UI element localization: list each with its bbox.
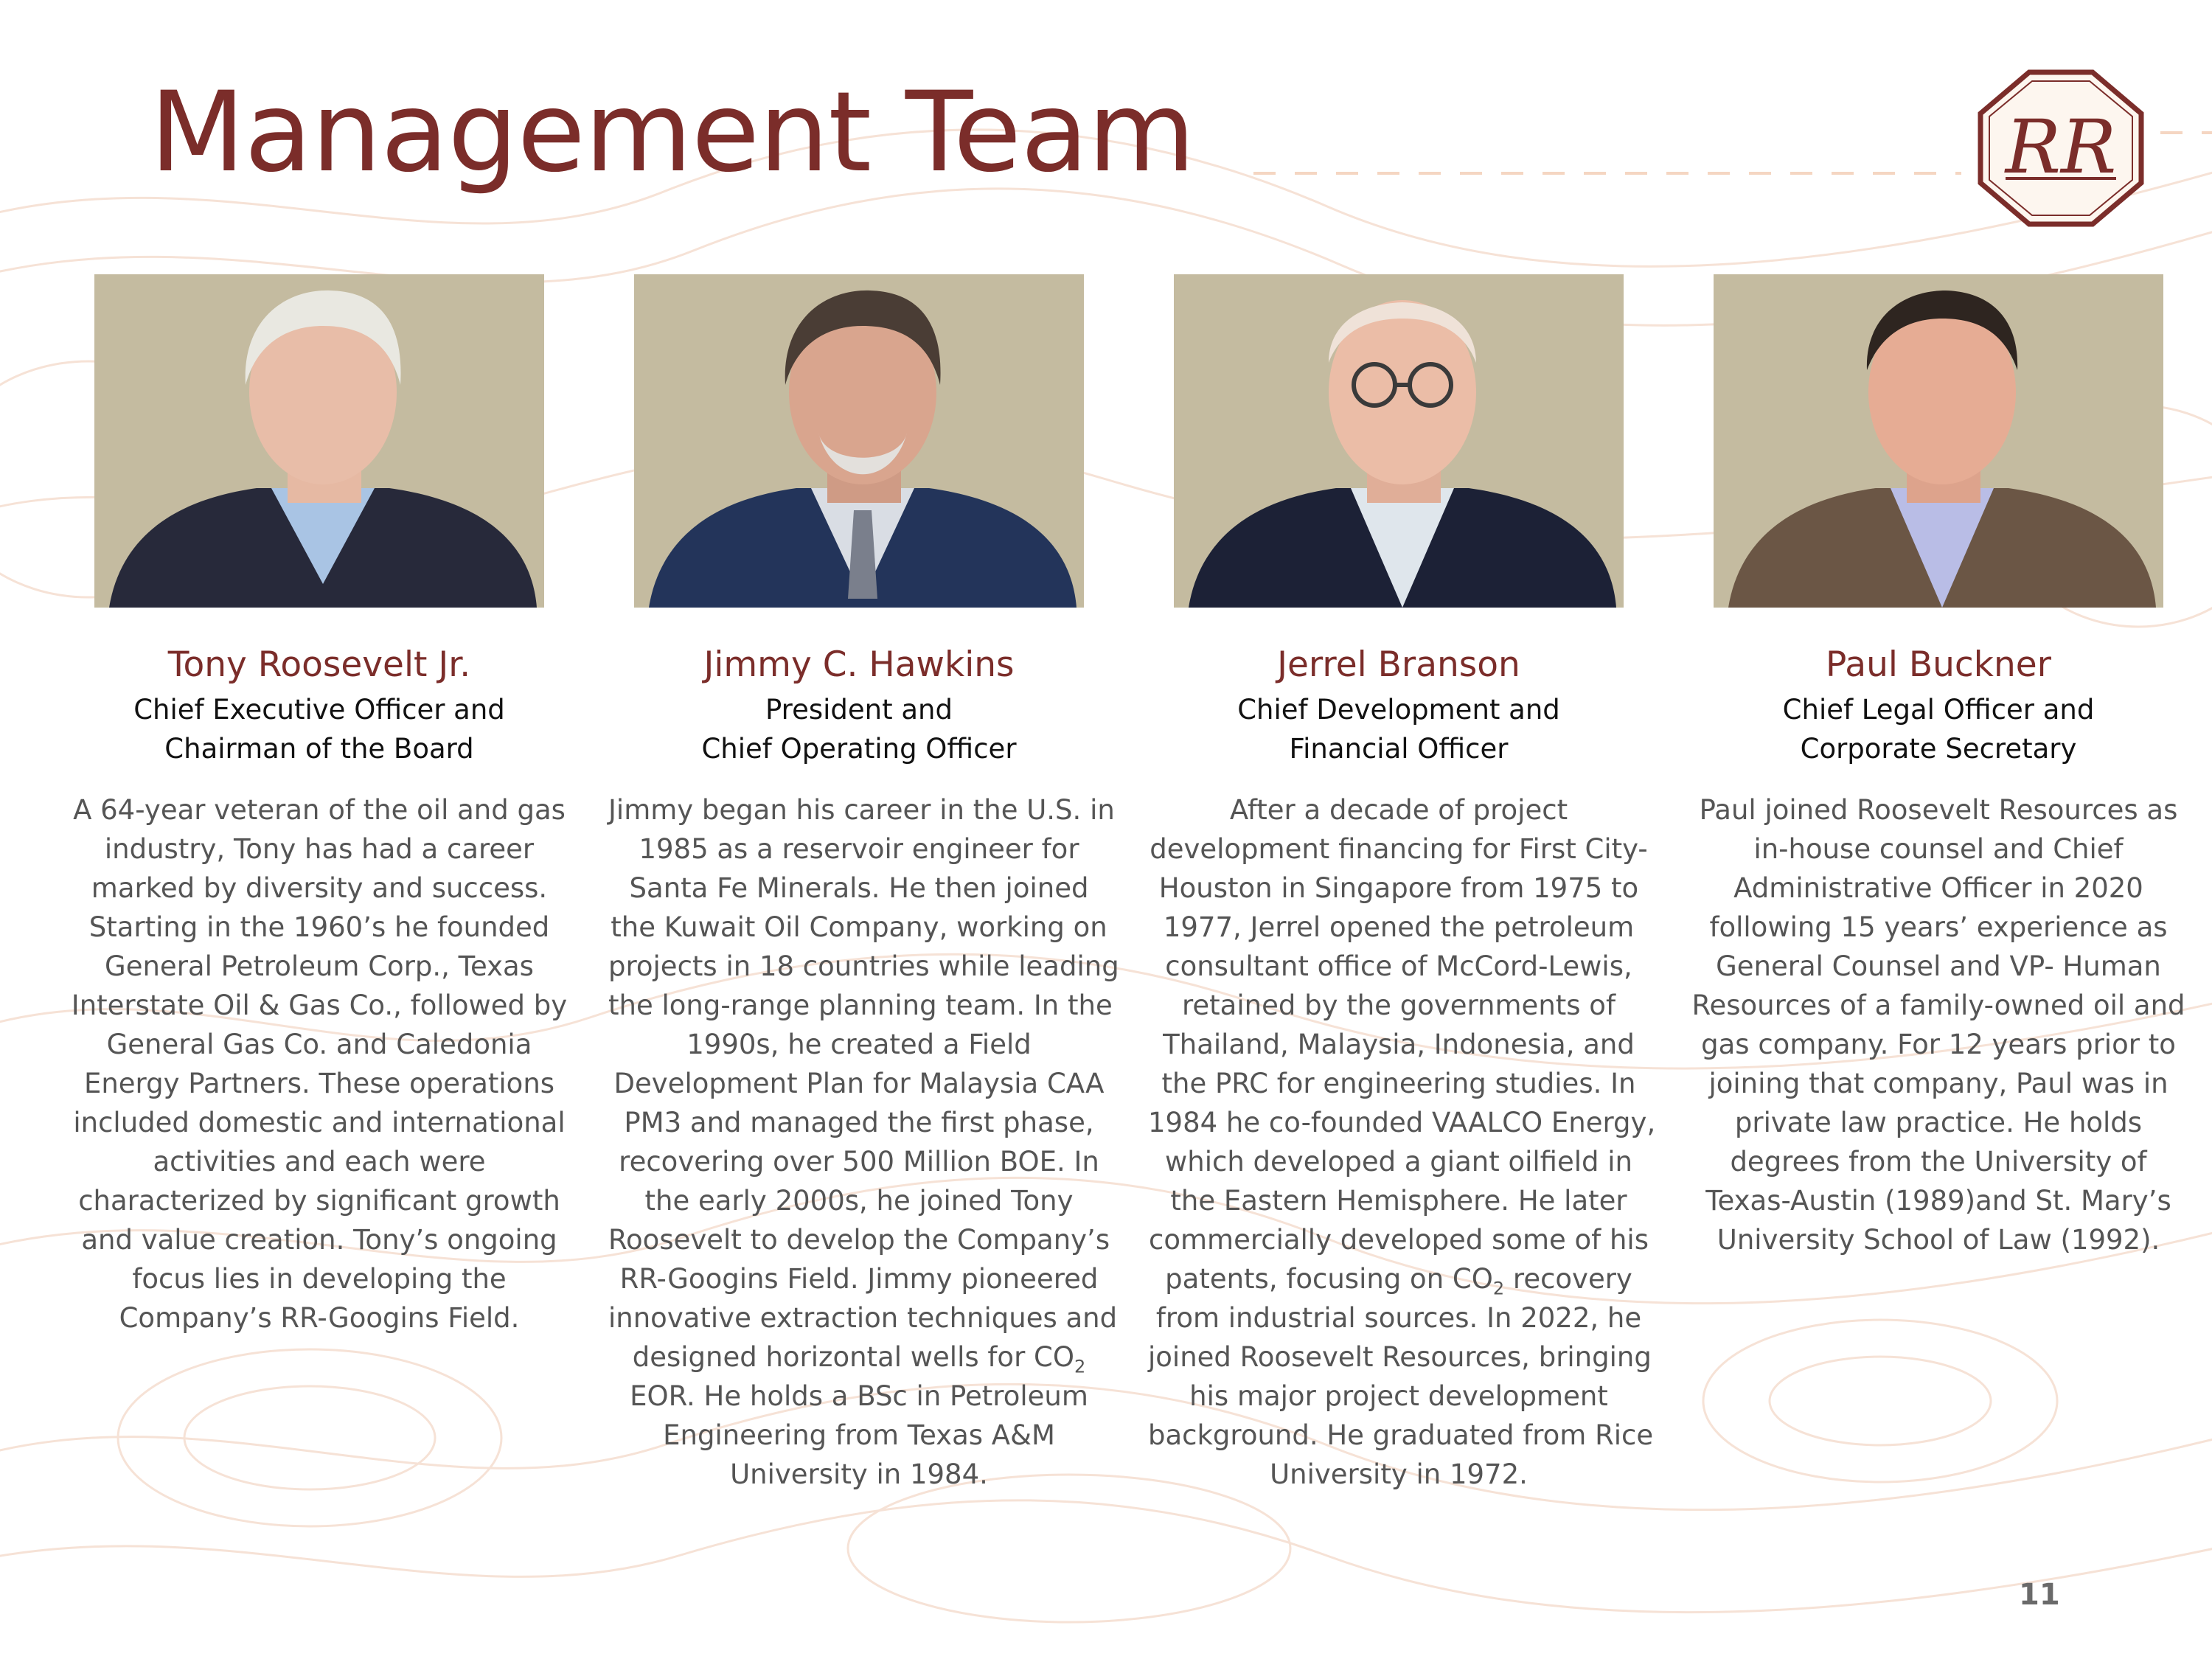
bio-line: the early 2000s, he joined Tony: [644, 1185, 1074, 1217]
bio-line: Paul joined Roosevelt Resources as: [1699, 794, 2178, 826]
person-silhouette-icon: [634, 274, 1084, 608]
bio-line: Jimmy began his career in the U.S. in: [608, 794, 1115, 826]
bio-line-co2: patents, focusing on $CO_2$ recovery: [1165, 1263, 1632, 1299]
member-name: Tony Roosevelt Jr.: [167, 644, 471, 685]
bio-line: activities and each were: [153, 1146, 486, 1178]
member-role-line: Chief Operating Officer: [701, 733, 1017, 765]
member-bio: [1688, 790, 2189, 1259]
member-role-line: President and: [765, 694, 953, 726]
member-name: Jimmy C. Hawkins: [703, 644, 1015, 685]
bio-line: the long-range planning team. In the: [608, 990, 1113, 1021]
member-bio: [69, 790, 570, 1338]
bio-line: Administrative Officer in 2020: [1733, 872, 2143, 904]
team-member-card: [1691, 274, 2185, 1256]
page-title: Management Team: [150, 69, 1195, 197]
bio-line: 1977, Jerrel opened the petroleum: [1163, 911, 1635, 943]
member-role-line: Chief Legal Officer and: [1782, 694, 2095, 726]
bio-line: background. He graduated from Rice: [1148, 1419, 1654, 1451]
bio-line: which developed a giant oilfield in: [1165, 1146, 1632, 1178]
bio-line: marked by diversity and success.: [91, 872, 548, 904]
bio-line: General Petroleum Corp., Texas: [105, 950, 534, 982]
team-member-card: [1148, 274, 1656, 1490]
bio-line: Santa Fe Minerals. He then joined: [629, 872, 1089, 904]
bio-line: his major project development: [1189, 1380, 1608, 1412]
bio-line: characterized by significant growth: [78, 1185, 560, 1217]
bio-line: PM3 and managed the first phase,: [624, 1107, 1094, 1138]
member-name: Paul Buckner: [1826, 644, 2051, 685]
person-silhouette-icon: [1174, 274, 1624, 608]
team-member-card: [608, 274, 1119, 1490]
bio-line: following 15 years’ experience as: [1709, 911, 2168, 943]
bio-line: Texas-Austin (1989)and St. Mary’s: [1705, 1185, 2171, 1217]
bio-line: the Kuwait Oil Company, working on: [611, 911, 1107, 943]
bio-line: retained by the governments of: [1182, 990, 1615, 1021]
member-photo: [94, 274, 544, 608]
bio-line: private law practice. He holds: [1734, 1107, 2143, 1138]
member-name: Jerrel Branson: [1277, 644, 1520, 685]
member-photo: [634, 274, 1084, 608]
team-member-card: [71, 274, 568, 1334]
bio-line: RR-Googins Field. Jimmy pioneered: [619, 1263, 1099, 1295]
bio-line: commercially developed some of his: [1149, 1224, 1649, 1256]
bio-line: General Counsel and VP- Human: [1716, 950, 2161, 982]
bio-line: degrees from the University of: [1730, 1146, 2147, 1178]
member-bio: [608, 790, 1119, 1494]
member-role-line: Chief Executive Officer and: [133, 694, 505, 726]
member-photo: [1714, 274, 2163, 608]
bio-line: EOR. He holds a BSc in Petroleum: [630, 1380, 1088, 1412]
bio-line: recovering over 500 Million BOE. In: [619, 1146, 1099, 1178]
bio-line: the PRC for engineering studies. In: [1161, 1068, 1636, 1099]
bio-line: Company’s RR-Googins Field.: [119, 1302, 520, 1334]
bio-line: University School of Law (1992).: [1717, 1224, 2160, 1256]
bio-line-co2: designed horizontal wells for $CO_2$: [632, 1341, 1086, 1377]
bio-line: in-house counsel and Chief: [1753, 833, 2124, 865]
bio-line: Interstate Oil & Gas Co., followed by: [71, 990, 568, 1021]
bio-line: General Gas Co. and Caledonia: [106, 1029, 532, 1060]
subscript-2: 2: [1492, 1278, 1505, 1299]
bio-line: joining that company, Paul was in: [1708, 1068, 2168, 1099]
bio-line: innovative extraction techniques and: [608, 1302, 1118, 1334]
bio-line: industry, Tony has had a career: [104, 833, 535, 865]
bio-line: gas company. For 12 years prior to: [1701, 1029, 2176, 1060]
bio-line: Energy Partners. These operations: [83, 1068, 555, 1099]
bio-line: included domestic and international: [73, 1107, 566, 1138]
member-role-line: Chairman of the Board: [164, 733, 474, 765]
bio-line: the Eastern Hemisphere. He later: [1170, 1185, 1627, 1217]
bio-line: A 64-year veteran of the oil and gas: [73, 794, 566, 826]
bio-line: Roosevelt to develop the Company’s: [608, 1224, 1110, 1256]
bio-line: University in 1984.: [730, 1458, 988, 1490]
bio-line: and value creation. Tony’s ongoing: [81, 1224, 557, 1256]
bio-line: joined Roosevelt Resources, bringing: [1148, 1341, 1652, 1373]
bio-line: focus lies in developing the: [132, 1263, 507, 1295]
member-bio: [1148, 790, 1656, 1494]
subscript-2: 2: [1074, 1356, 1086, 1377]
bio-line: from industrial sources. In 2022, he: [1155, 1302, 1642, 1334]
bio-line: Engineering from Texas A&M: [663, 1419, 1055, 1451]
bio-line: projects in 18 countries while leading: [608, 950, 1119, 982]
bio-line: consultant office of McCord-Lewis,: [1165, 950, 1632, 982]
logo-text: RR: [2005, 104, 2117, 190]
bio-line: Houston in Singapore from 1975 to: [1158, 872, 1639, 904]
bio-line: Resources of a family-owned oil and: [1691, 990, 2185, 1021]
member-role-line: Corporate Secretary: [1800, 733, 2077, 765]
bio-line: 1984 he co-founded VAALCO Energy,: [1148, 1107, 1656, 1138]
person-silhouette-icon: [1714, 274, 2163, 608]
member-role-line: Financial Officer: [1289, 733, 1509, 765]
page-number: 11: [2019, 1578, 2060, 1612]
bio-line: Development Plan for Malaysia CAA: [613, 1068, 1105, 1099]
member-photo: [1174, 274, 1624, 608]
member-role-line: Chief Development and: [1237, 694, 1560, 726]
bio-line: Thailand, Malaysia, Indonesia, and: [1163, 1029, 1635, 1060]
bio-line: Starting in the 1960’s he founded: [88, 911, 550, 943]
bio-line: After a decade of project: [1229, 794, 1568, 826]
person-silhouette-icon: [94, 274, 544, 608]
bio-line: 1990s, he created a Field: [686, 1029, 1032, 1060]
company-logo: [1976, 68, 2146, 229]
bio-line: 1985 as a reservoir engineer for: [639, 833, 1079, 865]
bio-line: development financing for First City-: [1150, 833, 1648, 865]
bio-line: University in 1972.: [1270, 1458, 1528, 1490]
